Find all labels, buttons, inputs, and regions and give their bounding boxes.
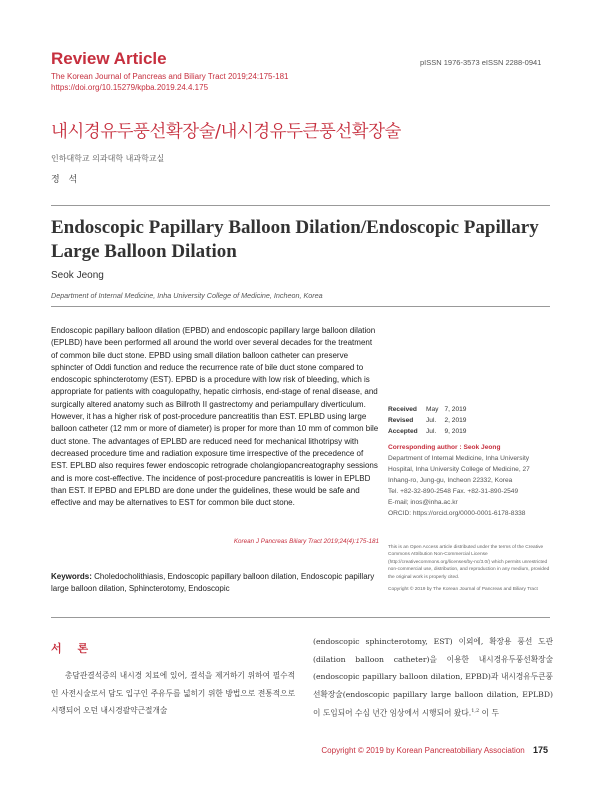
english-affiliation: Department of Internal Medicine, Inha University College of Medicine, Incheon, Korea: [51, 291, 323, 300]
abstract-text: Endoscopic papillary balloon dilation (EPBD) and endoscopic papillary large balloon dilation (EPLBD) have been performed all around the world over several decades for the treatment of common bile duct stone. EPBD using small dilation balloon catheter can preserve sphincter of Oddi function and reduce the recurrence rate of bile duct stone compared to endoscopic sphincterotomy (EST). EPBD is a procedure with low risk of bleeding, which is appropriate for patients with coagulopathy, hepatic cirrhosis, end-stage of renal disease, and surgically altered anatomy such as Billroth II gastrectomy and periampullary diverticulum. However, it has a higher risk of post-procedure pancreatitis than EST. EPLBD using large balloon catheter (12 mm or more of diameter) is proper for more than 10 mm of common bile duct stone. The advantages of EPLBD are reduced need for mechanical lithotripsy with decreased procedure time and radiation exposure time irrespective of the precedence of EST. EPLBD also requires fewer endoscopic retrograde cholangiopancreatography sessions and is more cost-effective. The incidence of post-procedure pancreatitis is lower in EPLBD than EST. If EPBD and EPLBD are done under the guidelines, these would be safe and effective and may be alternatives to EST for common bile duct stone.: [51, 326, 379, 508]
page-footer: [300, 745, 548, 755]
keywords-list: Choledocholithiasis, Endoscopic papillary balloon dilation, Endoscopic papillary large balloon dilation, Sphincterotomy, Endoscopic: [51, 572, 375, 594]
date-row: [388, 404, 472, 415]
article-type: Review Article: [51, 49, 167, 68]
body-text: (endoscopic sphincterotomy, EST) 이외에, 확장용 풍선 도관(dilation balloon catheter)을 이용한 내시경유두풍선확장술(endoscopic papillary balloon dilation, EPBD)과 내시경유두큰풍선확장술(endoscopic papillary large balloon dilation, EPLBD)이 도입되어 수십 년간 임상에서 시행되어 왔다.: [313, 637, 553, 718]
body-text-tail: 이 두: [479, 708, 499, 718]
corresponding-heading: Corresponding author : Seok Jeong: [388, 444, 501, 451]
corr-line: Inhang-ro, Jung-gu, Incheon 22332, Korea: [388, 477, 513, 484]
journal-citation: The Korean Journal of Pancreas and Biliary Tract 2019;24:175-181: [51, 72, 289, 81]
body-column-right: [313, 633, 553, 723]
date-row: [388, 426, 472, 437]
keywords-label: Keywords:: [51, 572, 92, 581]
korean-title: 내시경유두풍선확장술/내시경유두큰풍선확장술: [51, 122, 401, 142]
english-author: Seok Jeong: [51, 270, 104, 281]
article-dates: [388, 404, 472, 438]
date-row: [388, 415, 472, 426]
date-month: Jul.: [426, 417, 437, 425]
date-month: Jul.: [426, 428, 437, 436]
korean-author: 정 석: [51, 175, 81, 185]
journal-header: [51, 71, 288, 93]
divider: [51, 205, 550, 206]
date-day: 7, 2019: [444, 406, 467, 413]
korean-affiliation: 인하대학교 의과대학 내과학교실: [51, 154, 165, 163]
issn: pISSN 1976-3573 eISSN 2288-0941: [420, 58, 542, 67]
divider: [51, 617, 550, 618]
english-title: Endoscopic Papillary Balloon Dilation/Endoscopic Papillary Large Balloon Dilation: [51, 217, 539, 262]
date-label: Received: [388, 406, 417, 413]
doi-link[interactable]: https://doi.org/10.15279/kpba.2019.24.4.175: [51, 83, 209, 92]
date-month: May: [426, 406, 439, 413]
abstract: [51, 325, 379, 509]
corresponding-author: [388, 442, 554, 519]
keywords: [51, 571, 379, 596]
side-copyright: Copyright © 2019 by The Korean Journal of Pancreas and Biliary Tract: [388, 587, 538, 592]
open-access-notice: This is an Open Access article distributed under the terms of the Creative Commons Attribution Non-Commercial License (http://creativecommons.org/licenses/by-nc/3.0/) which permits unrestricted non-commercial use, distribution, and reproduction in any medium, provided the original work is properly cited.: [388, 545, 550, 580]
footer-copyright: Copyright © 2019 by Korean Pancreatobiliary Association: [321, 746, 525, 755]
corr-line: Tel. +82-32-890-2548 Fax. +82-31-890-2549: [388, 488, 519, 495]
date-label: Accepted: [388, 428, 418, 436]
corr-line: Hospital, Inha University College of Medicine, 27: [388, 466, 530, 473]
body-column-left: 총담관결석증의 내시경 치료에 있어, 결석을 제거하기 위하여 필수적인 사전시술로서 담도 입구인 주유두를 넓히기 위한 방법으로 전통적으로 시행되어 오던 내시경괄약근절개술: [51, 671, 295, 716]
date-day: 2, 2019: [444, 417, 467, 425]
corr-email[interactable]: E-mail; inos@inha.ac.kr: [388, 499, 458, 506]
citation-superscript: 1,2: [471, 708, 480, 715]
corr-orcid[interactable]: ORCID: https://orcid.org/0000-0001-6178-8338: [388, 510, 526, 517]
section-heading: 서 론: [51, 642, 95, 655]
divider: [51, 306, 550, 307]
date-label: Revised: [388, 417, 414, 425]
corr-line: Department of Internal Medicine, Inha University: [388, 455, 530, 462]
abstract-citation: Korean J Pancreas Biliary Tract 2019;24(4):175-181: [233, 538, 379, 545]
page-number: 175: [532, 745, 548, 755]
date-day: 9, 2019: [444, 428, 467, 436]
